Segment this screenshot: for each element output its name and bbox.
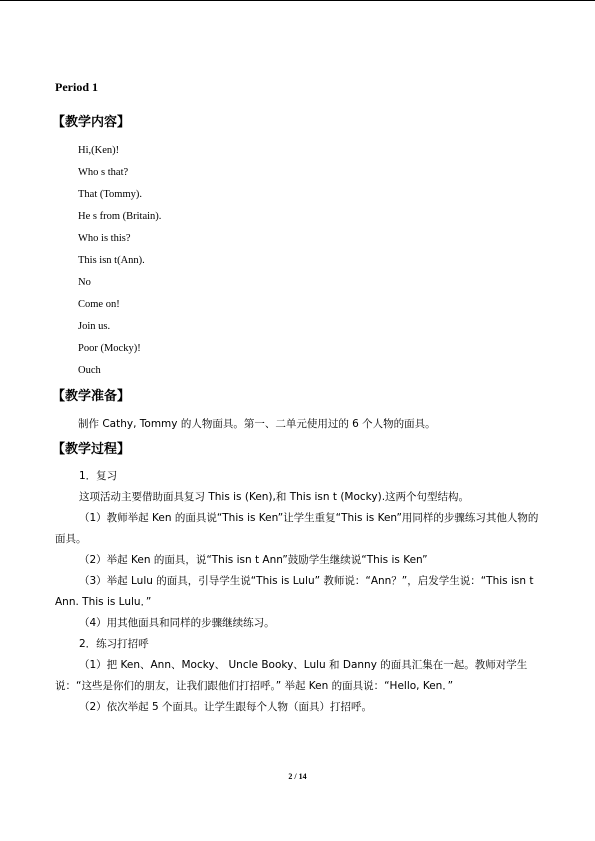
dialogue-line: He s from (Britain).: [78, 211, 162, 222]
step1-paragraph-3: （3）举起 Lulu 的面具，引导学生说“This is Lulu” 教师说：“Ann？”，启发学生说：“This isn t Ann. This is Lulu．”: [55, 575, 534, 608]
period-title: Period 1: [55, 80, 98, 94]
dialogue-line: That (Tommy).: [78, 189, 142, 200]
section-heading-preparation: 【教学准备】: [52, 389, 131, 404]
dialogue-line: Join us.: [78, 321, 111, 332]
dialogue-line: Hi,(Ken)!: [78, 145, 120, 156]
dialogue-line: Poor (Mocky)!: [78, 343, 141, 354]
preparation-text: 制作 Cathy, Tommy 的人物面具。第一、二单元使用过的 6 个人物的面具。: [78, 418, 436, 430]
section-heading-process: 【教学过程】: [52, 442, 131, 457]
process-body: [55, 466, 543, 718]
dialogue-line: Ouch: [78, 365, 101, 376]
step1-paragraph-2: （2）举起 Ken 的面具，说“This isn t Ann”鼓励学生继续说“This is Ken”: [79, 554, 428, 566]
step2-paragraph-1: （1）把 Ken、Ann、Mocky、 Uncle Booky、Lulu 和 Danny 的面具汇集在一起。教师对学生说：“这些是你们的朋友，让我们跟他们打招呼。” 举起 Ken 的面具说：“Hello, Ken．”: [55, 659, 528, 692]
step2-paragraph-2: （2）依次举起 5 个面具。让学生跟每个人物（面具）打招呼。: [79, 701, 373, 713]
dialogue-line: Come on!: [78, 299, 120, 310]
step1-paragraph-4: （4）用其他面具和同样的步骤继续练习。: [79, 617, 275, 629]
step1-intro: 这项活动主要借助面具复习 This is (Ken),和 This isn t (Mocky).这两个句型结构。: [79, 491, 470, 503]
step2-title: 2．练习打招呼: [79, 638, 149, 650]
dialogue-line: Who s that?: [78, 167, 129, 178]
page-number: 2 / 14: [288, 772, 307, 781]
section-heading-content: 【教学内容】: [52, 115, 131, 130]
dialogue-line: This isn t(Ann).: [78, 255, 145, 266]
step1-paragraph-1: （1）教师举起 Ken 的面具说“This is Ken”让学生重复“This is Ken”用同样的步骤练习其他人物的面具。: [55, 512, 539, 545]
dialogue-line: No: [78, 277, 91, 288]
header-rule: [0, 0, 595, 1]
step1-title: 1．复习: [79, 470, 118, 482]
dialogue-line: Who is this?: [78, 233, 131, 244]
